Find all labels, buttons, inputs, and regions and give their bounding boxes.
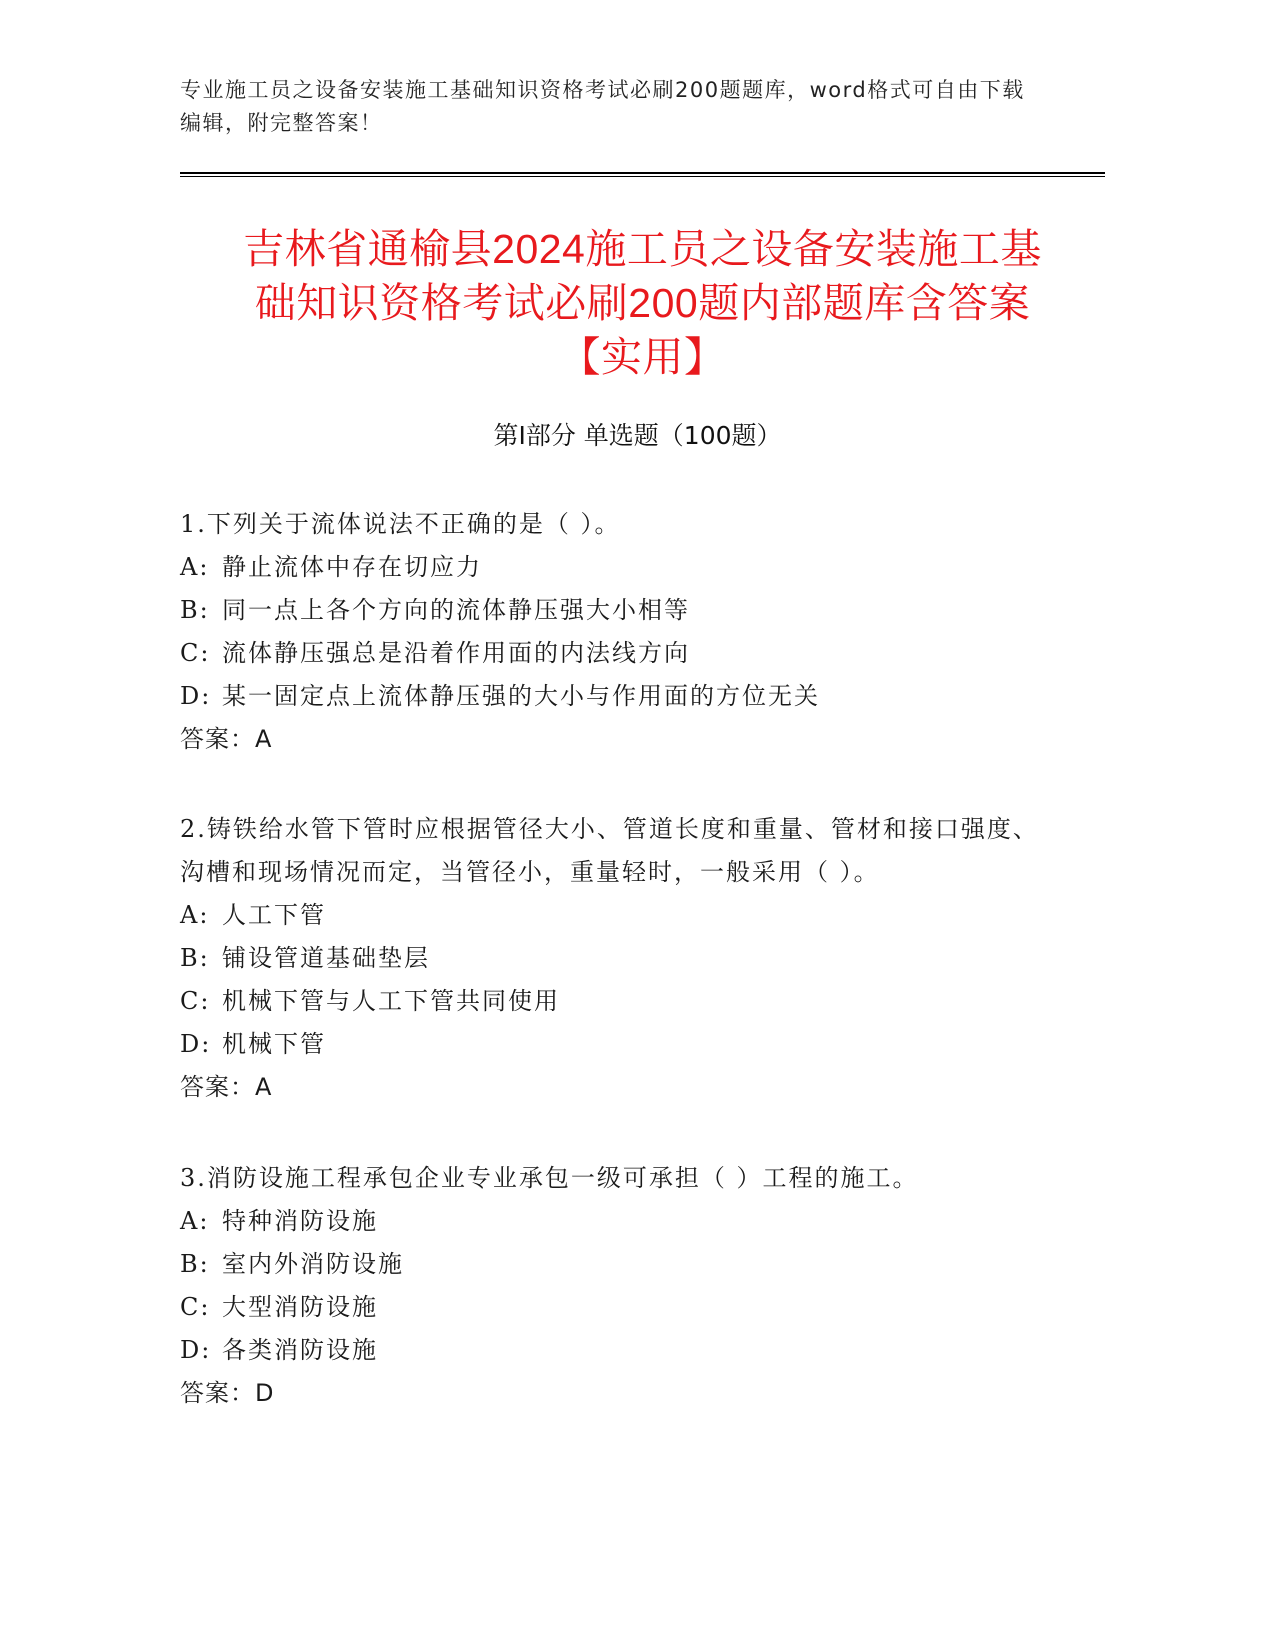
- option-c: [180, 980, 1040, 1023]
- option-letter: C:: [180, 639, 211, 667]
- option-letter: C:: [180, 987, 211, 1015]
- option-c: [180, 632, 1040, 675]
- option-text: 各类消防设施: [222, 1336, 378, 1364]
- section-heading: 第Ⅰ部分 单选题（100题）: [493, 421, 782, 450]
- option-letter: D:: [180, 682, 212, 710]
- option-letter: B:: [180, 596, 210, 624]
- option-b: [180, 589, 1040, 632]
- option-d: [180, 1023, 1040, 1066]
- answer: 答案：A: [180, 725, 273, 753]
- option-letter: B:: [180, 1250, 210, 1278]
- option-letter: A:: [180, 901, 210, 929]
- question-stem: 2.铸铁给水管下管时应根据管径大小、管道长度和重量、管材和接口强度、沟槽和现场情况而定，当管径小，重量轻时，一般采用（ ）。: [180, 815, 1039, 886]
- option-text: 机械下管与人工下管共同使用: [222, 987, 560, 1015]
- option-text: 特种消防设施: [222, 1207, 378, 1235]
- option-text: 流体静压强总是沿着作用面的内法线方向: [222, 639, 690, 667]
- document-title: [170, 222, 1115, 384]
- option-c: [180, 1286, 1040, 1329]
- answer: 答案：A: [180, 1073, 273, 1101]
- header-divider-thick: [180, 172, 1105, 174]
- option-text: 大型消防设施: [222, 1293, 378, 1321]
- header-divider-thin: [180, 176, 1105, 177]
- question-2: [180, 808, 1040, 1109]
- answer: 答案：D: [180, 1379, 275, 1407]
- option-letter: D:: [180, 1030, 212, 1058]
- option-letter: C:: [180, 1293, 211, 1321]
- option-text: 机械下管: [222, 1030, 326, 1058]
- option-b: [180, 937, 1040, 980]
- option-letter: A:: [180, 1207, 210, 1235]
- option-b: [180, 1243, 1040, 1286]
- option-text: 铺设管道基础垫层: [222, 944, 430, 972]
- option-text: 人工下管: [222, 901, 326, 929]
- option-d: [180, 675, 1040, 718]
- question-stem: 3.消防设施工程承包企业专业承包一级可承担（ ）工程的施工。: [180, 1164, 919, 1192]
- option-a: [180, 894, 1040, 937]
- title-line-3: 【实用】: [559, 334, 726, 380]
- option-letter: A:: [180, 553, 210, 581]
- option-letter: D:: [180, 1336, 212, 1364]
- option-d: [180, 1329, 1040, 1372]
- question-stem: 1.下列关于流体说法不正确的是（ ）。: [180, 510, 621, 538]
- option-letter: B:: [180, 944, 210, 972]
- option-text: 室内外消防设施: [222, 1250, 404, 1278]
- title-line-2: 础知识资格考试必刷200题内部题库含答案: [254, 280, 1031, 326]
- option-text: 同一点上各个方向的流体静压强大小相等: [222, 596, 690, 624]
- option-text: 某一固定点上流体静压强的大小与作用面的方位无关: [222, 682, 820, 710]
- option-a: [180, 546, 1040, 589]
- page-header: 专业施工员之设备安装施工基础知识资格考试必刷200题题库，word格式可自由下载编辑，附完整答案！: [180, 78, 1025, 135]
- option-text: 静止流体中存在切应力: [222, 553, 482, 581]
- option-a: [180, 1200, 1040, 1243]
- question-1: [180, 503, 1040, 761]
- question-3: [180, 1157, 1040, 1415]
- title-line-1: 吉林省通榆县2024施工员之设备安装施工基: [243, 226, 1042, 272]
